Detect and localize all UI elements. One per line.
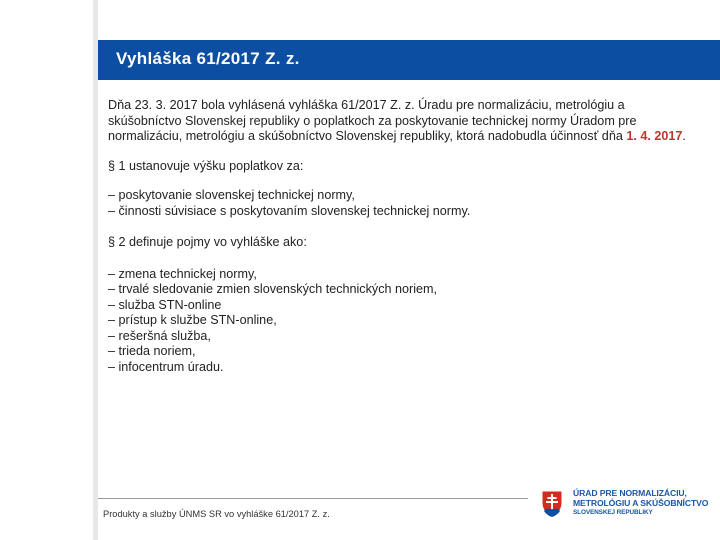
slovak-coat-of-arms-icon <box>541 490 563 518</box>
effective-date: 1. 4. 2017 <box>626 129 683 143</box>
section2-item: – infocentrum úradu. <box>108 359 224 374</box>
logo-line-3: SLOVENSKEJ REPUBLIKY <box>573 509 653 516</box>
unms-logo <box>541 488 711 528</box>
section2-item: – prístup k službe STN-online, <box>108 313 277 327</box>
section1-heading: § 1 ustanovuje výšku poplatkov za: <box>108 158 304 173</box>
section2-item: – rešeršná služba, <box>108 328 211 343</box>
section2-item: – trieda noriem, <box>108 344 196 358</box>
footer-text: Produkty a služby ÚNMS SR vo vyhláške 61/2017 Z. z. <box>103 509 330 519</box>
section1-item: – poskytovanie slovenskej technickej normy, <box>108 188 355 202</box>
main-content <box>108 98 693 375</box>
section2-item: – zmena technickej normy, <box>108 266 257 281</box>
logo-line-2: METROLÓGIU A SKÚŠOBNÍCTVO <box>573 498 709 508</box>
section1-item: – činnosti súvisiace s poskytovaním slovenskej technickej normy. <box>108 203 471 218</box>
logo-text <box>573 488 708 517</box>
logo-line-1: ÚRAD PRE NORMALIZÁCIU, <box>573 488 687 498</box>
page-title: Vyhláška 61/2017 Z. z. <box>116 49 300 68</box>
intro-paragraph <box>108 98 693 145</box>
left-vertical-rule <box>93 0 98 540</box>
section2-heading: § 2 definuje pojmy vo vyhláške ako: <box>108 235 307 249</box>
intro-text: Dňa 23. 3. 2017 bola vyhlásená vyhláška 61/2017 Z. z. Úradu pre normalizáciu, metrológiu a skúšobníctvo Slovenskej republiky o poplatkoch za poskytovanie technickej normy Úradom pre normalizáciu, metrológiu a skúšobníctvo Slovenskej republiky, ktorá nadobudla účinnosť dňa <box>108 98 637 143</box>
footer-rule <box>98 498 528 499</box>
section2-item: – trvalé sledovanie zmien slovenských technických noriem, <box>108 282 437 296</box>
intro-end: . <box>682 129 686 143</box>
section2-item: – služba STN-online <box>108 297 222 312</box>
